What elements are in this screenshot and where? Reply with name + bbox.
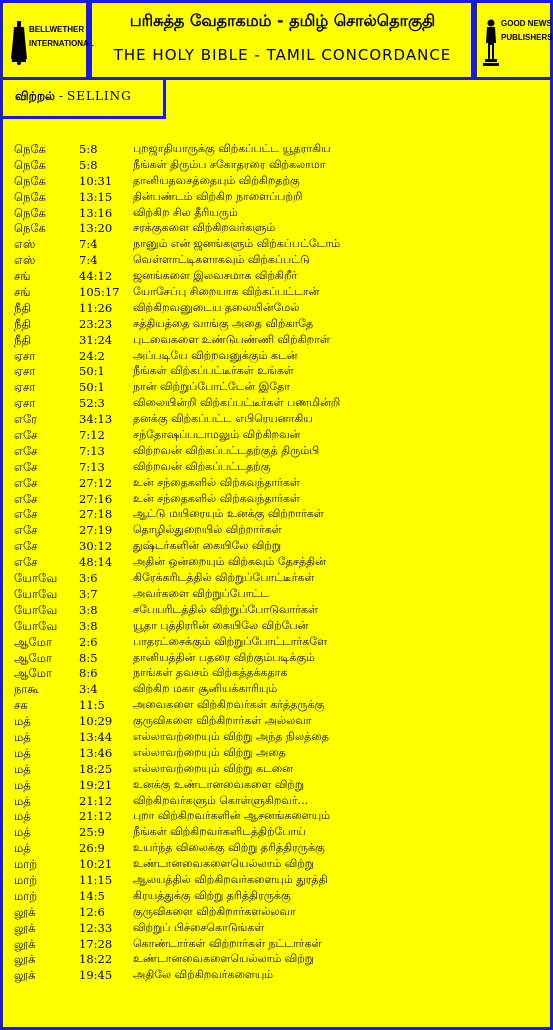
- concordance-entry: [0, 157, 553, 173]
- entry-book: யோவே: [14, 586, 58, 601]
- concordance-entry: [0, 220, 553, 236]
- entry-reference: 13:20: [79, 221, 113, 236]
- entry-book: ஆமோ: [14, 650, 52, 665]
- entry-book: மத்: [14, 793, 31, 808]
- publisher-logo-left: [0, 0, 94, 80]
- entry-book: எசே: [14, 459, 38, 474]
- entry-text: நாங்கள் தவசம் விற்கத்தக்கதாக: [133, 666, 288, 680]
- entry-book: நெகே: [14, 157, 46, 172]
- topic-box: [0, 77, 166, 119]
- concordance-entry: [0, 936, 553, 952]
- entry-text: புறஜாதியாருக்கு விற்கப்பட்ட யூதராகிய: [133, 142, 331, 155]
- entry-book: நீதி: [14, 300, 31, 315]
- entry-text: யோசேப்பு சிறையாக விற்கப்பட்டான்: [133, 285, 320, 299]
- entry-book: மத்: [14, 714, 31, 729]
- concordance-entry: [0, 538, 553, 554]
- entry-book: எஸ்: [14, 253, 36, 268]
- topic-english: SELLING: [67, 89, 132, 103]
- entry-text: அவர்களை விற்றுப்போட்ட: [133, 586, 270, 600]
- entry-reference: 50:1: [79, 380, 105, 395]
- entry-book: ஆமோ: [14, 666, 52, 681]
- entry-reference: 21:12: [79, 793, 113, 808]
- entry-book: நீதி: [14, 316, 31, 331]
- concordance-entry: [0, 316, 553, 332]
- concordance-entry: [0, 888, 553, 904]
- topic-separator: -: [58, 89, 64, 103]
- entry-text: விற்கிற சில தீரியரும்: [133, 205, 238, 219]
- entry-reference: 50:1: [79, 364, 105, 379]
- entry-text: வெள்ளாட்டிகளாகவும் விற்கப்பட்டு: [133, 253, 310, 267]
- entry-book: நெகே: [14, 205, 46, 220]
- concordance-entry: [0, 650, 553, 666]
- entry-reference: 3:8: [79, 602, 98, 617]
- entry-text: துஷ்டர்களின் கையிலே விற்று: [133, 539, 282, 553]
- entry-book: யோவே: [14, 618, 58, 633]
- topic-heading: [15, 89, 132, 105]
- entry-reference: 11:26: [79, 300, 113, 315]
- entry-text: விலையின்றி விற்கப்பட்டீர்கள் பணமின்றி: [133, 396, 341, 410]
- entry-book: சங்: [14, 285, 31, 300]
- entry-reference: 52:3: [79, 396, 105, 411]
- entry-book: நீதி: [14, 332, 31, 347]
- entry-reference: 27:12: [79, 475, 113, 490]
- concordance-entry: [0, 602, 553, 618]
- entry-reference: 24:2: [79, 348, 105, 363]
- entry-text: கொண்டார்கள் விற்றார்கள் நட்டார்கள்: [133, 936, 322, 950]
- entry-reference: 34:13: [79, 412, 113, 427]
- entry-text: விற்றவன் விற்கப்பட்டதற்கு: [133, 459, 271, 473]
- entry-text: சத்தியத்தை வாங்கு அதை விற்காதே: [133, 316, 314, 330]
- entry-book: லூக்: [14, 904, 36, 919]
- entry-text: உண்டானவைகளையெல்லாம் விற்று: [133, 857, 315, 871]
- entry-reference: 21:12: [79, 809, 113, 824]
- entry-reference: 3:7: [79, 586, 98, 601]
- concordance-entry: [0, 634, 553, 650]
- entry-book: யோவே: [14, 571, 58, 586]
- publisher-logo-right: [474, 0, 553, 80]
- entry-book: மாற்: [14, 872, 38, 887]
- entry-book: நாகூ: [14, 682, 39, 697]
- concordance-entry: [0, 284, 553, 300]
- concordance-entry: [0, 777, 553, 793]
- entry-text: யூதா புத்திரரின் கையிலே விற்பேன்: [133, 618, 309, 632]
- concordance-entry: [0, 554, 553, 570]
- topic-tamil: விற்றல்: [15, 89, 55, 103]
- entry-reference: 2:6: [79, 634, 98, 649]
- concordance-entry: [0, 808, 553, 824]
- entry-text: அதிலே விற்கிறவர்களையும்: [133, 968, 274, 982]
- entry-text: ஆட்டு மயிரையும் உனக்கு விற்றார்கள்: [133, 507, 324, 521]
- entry-book: ஏசா: [14, 348, 36, 363]
- entry-text: நீங்கள் விற்கப்பட்டீர்கள் உங்கள்: [133, 364, 294, 378]
- entry-text: சரக்குகளை விற்கிறவர்களும்: [133, 221, 276, 235]
- entry-book: ஏசா: [14, 396, 36, 411]
- entry-reference: 27:19: [79, 523, 113, 538]
- concordance-entry: [0, 332, 553, 348]
- entry-book: நெகே: [14, 173, 46, 188]
- entry-reference: 10:31: [79, 173, 113, 188]
- entry-book: மாற்: [14, 888, 38, 903]
- entry-book: லூக்: [14, 920, 36, 935]
- title-box: [89, 0, 474, 80]
- entry-reference: 8:5: [79, 650, 98, 665]
- entry-reference: 3:6: [79, 571, 98, 586]
- concordance-entry: [0, 840, 553, 856]
- entry-reference: 7:13: [79, 459, 105, 474]
- concordance-entry: [0, 395, 553, 411]
- entry-book: எசே: [14, 523, 38, 538]
- entry-book: மத்: [14, 825, 31, 840]
- concordance-entry: [0, 506, 553, 522]
- entry-book: லூக்: [14, 952, 36, 967]
- entry-text: தொழில்துறையில் விற்றார்கள்: [133, 523, 282, 537]
- entry-reference: 27:18: [79, 507, 113, 522]
- entry-book: எசே: [14, 555, 38, 570]
- entry-reference: 19:45: [79, 968, 113, 983]
- concordance-entry: [0, 475, 553, 491]
- entry-book: எசே: [14, 539, 38, 554]
- entry-reference: 8:6: [79, 666, 98, 681]
- entry-text: தானியதவசத்தையும் விற்கிறதற்கு: [133, 173, 300, 187]
- concordance-entry: [0, 856, 553, 872]
- concordance-entry: [0, 379, 553, 395]
- entry-text: உண்டானவைகளையெல்லாம் விற்று: [133, 952, 315, 966]
- entry-reference: 11:15: [79, 872, 113, 887]
- concordance-entry: [0, 920, 553, 936]
- concordance-entry: [0, 141, 553, 157]
- entry-book: மத்: [14, 745, 31, 760]
- concordance-entry: [0, 618, 553, 634]
- entry-book: லூக்: [14, 968, 36, 983]
- entry-book: ஆமோ: [14, 634, 52, 649]
- entry-reference: 10:21: [79, 857, 113, 872]
- entry-reference: 3:4: [79, 682, 98, 697]
- concordance-entry: [0, 872, 553, 888]
- concordance-entry: [0, 967, 553, 983]
- entry-text: எல்லாவற்றையும் விற்று அதை: [133, 745, 286, 759]
- entry-reference: 5:8: [79, 142, 98, 156]
- concordance-entry: [0, 300, 553, 316]
- entry-reference: 18:22: [79, 952, 113, 967]
- entry-text: புடவைகளை உண்டுபண்ணி விற்கிறாள்: [133, 332, 330, 346]
- entry-reference: 25:9: [79, 825, 105, 840]
- entry-book: ஏசா: [14, 364, 36, 379]
- entry-text: கிரேக்கரிடத்தில் விற்றுப்போட்டீர்கள்: [133, 571, 315, 585]
- entry-reference: 17:28: [79, 936, 113, 951]
- figure-logo-icon: [483, 19, 499, 67]
- entry-text: நீங்கள் விற்கிறவர்களிடத்திற்போய்: [133, 825, 306, 839]
- concordance-entry: [0, 681, 553, 697]
- entry-text: ஜனங்களை இலவசமாக விற்கிறீர்: [133, 269, 298, 283]
- concordance-entry: [0, 665, 553, 681]
- entry-book: எசே: [14, 475, 38, 490]
- entry-text: தின்பண்டம் விற்கிற நாளைப்பற்றி: [133, 189, 303, 203]
- entry-text: நானும் என் ஜனங்களும் விற்கப்பட்டோம்: [133, 237, 341, 251]
- entry-text: உனக்கு உண்டானவைகளை விற்று: [133, 777, 305, 791]
- concordance-entry: [0, 824, 553, 840]
- entry-text: எல்லாவற்றையும் விற்று கடனை: [133, 761, 293, 775]
- logo-left-line-2: INTERNATIONAL: [29, 39, 94, 48]
- entry-book: மத்: [14, 841, 31, 856]
- concordance-list: [0, 141, 553, 983]
- entry-book: மத்: [14, 777, 31, 792]
- entry-reference: 7:4: [79, 237, 98, 252]
- entry-book: மாற்: [14, 857, 38, 872]
- entry-book: நெகே: [14, 189, 46, 204]
- entry-book: மத்: [14, 761, 31, 776]
- concordance-entry: [0, 761, 553, 777]
- entry-book: ஏசா: [14, 380, 36, 395]
- entry-reference: 31:24: [79, 332, 113, 347]
- entry-text: சபேயரிடத்தில் விற்றுப்போடுவார்கள்: [133, 602, 318, 616]
- entry-reference: 12:33: [79, 920, 113, 935]
- entry-reference: 11:5: [79, 698, 105, 713]
- entry-text: எல்லாவற்றையும் விற்று அந்த நிலத்தை: [133, 729, 329, 743]
- entry-text: கிரயத்துக்கு விற்று தரித்திரருக்கு: [133, 888, 291, 902]
- entry-text: விற்கிறவனுடைய தலையின்மேல்: [133, 300, 300, 314]
- entry-text: நீங்கள் திரும்ப சகோதரரை விற்கலாமா: [133, 157, 326, 171]
- entry-book: எஸ்: [14, 237, 36, 252]
- concordance-entry: [0, 236, 553, 252]
- concordance-entry: [0, 252, 553, 268]
- concordance-entry: [0, 570, 553, 586]
- entry-reference: 19:21: [79, 777, 113, 792]
- title-english: THE HOLY BIBLE - TAMIL CONCORDANCE: [113, 46, 452, 64]
- entry-reference: 48:14: [79, 555, 113, 570]
- concordance-entry: [0, 348, 553, 364]
- concordance-entry: [0, 586, 553, 602]
- entry-book: எசே: [14, 443, 38, 458]
- bell-logo-icon: [11, 21, 27, 65]
- logo-right-line-2: PUBLISHERS: [501, 33, 553, 42]
- entry-text: விற்றுப் பிச்சைகொடுங்கள்: [133, 920, 265, 934]
- entry-text: புறா விற்கிறவர்களின் ஆசனங்களையும்: [133, 809, 331, 823]
- concordance-entry: [0, 713, 553, 729]
- entry-text: குருவிகளை விற்கிறார்களல்லவா: [133, 904, 296, 918]
- concordance-entry: [0, 904, 553, 920]
- entry-reference: 23:23: [79, 316, 113, 331]
- concordance-entry: [0, 189, 553, 205]
- entry-reference: 44:12: [79, 269, 113, 284]
- logo-right-text: [501, 17, 553, 45]
- title-tamil: பரிசுத்த வேதாகமம் - தமிழ் சொல்தொகுதி: [129, 11, 436, 30]
- entry-reference: 18:25: [79, 761, 113, 776]
- entry-book: சங்: [14, 269, 31, 284]
- entry-text: நான் விற்றுப்போட்டேன் இதோ: [133, 380, 290, 394]
- entry-reference: 13:46: [79, 745, 113, 760]
- entry-reference: 7:13: [79, 443, 105, 458]
- concordance-entry: [0, 491, 553, 507]
- concordance-entry: [0, 443, 553, 459]
- entry-text: அதின் ஒன்றையும் விற்கவும் தேசத்தின்: [133, 555, 326, 569]
- entry-text: விற்கிற மகா சூனியக்காரியும்: [133, 682, 278, 696]
- entry-text: விற்றவன் விற்கப்பட்டதற்குத் திரும்பி: [133, 443, 320, 457]
- entry-reference: 13:16: [79, 205, 113, 220]
- entry-reference: 13:15: [79, 189, 113, 204]
- entry-text: குருவிகளை விற்கிறார்கள் அல்லவா: [133, 714, 312, 728]
- entry-book: யோவே: [14, 602, 58, 617]
- concordance-entry: [0, 522, 553, 538]
- entry-reference: 3:8: [79, 618, 98, 633]
- entry-text: உன் சந்தைகளில் விற்கவந்தார்கள்: [133, 475, 300, 489]
- entry-book: எசே: [14, 491, 38, 506]
- logo-left-line-1: BELLWETHER: [29, 25, 85, 34]
- entry-reference: 105:17: [79, 285, 120, 300]
- entry-text: சந்தோஷப்படாமலும் விற்கிறவன்: [133, 428, 301, 442]
- header: [0, 0, 553, 80]
- logo-left-text: [29, 23, 94, 51]
- entry-book: மத்: [14, 729, 31, 744]
- entry-book: மத்: [14, 809, 31, 824]
- entry-book: நெகே: [14, 221, 46, 236]
- concordance-entry: [0, 205, 553, 221]
- entry-reference: 26:9: [79, 841, 105, 856]
- entry-text: பாதரட்சைக்கும் விற்றுப்போட்டார்களே: [133, 634, 328, 648]
- entry-reference: 10:29: [79, 714, 113, 729]
- entry-reference: 7:12: [79, 428, 105, 443]
- entry-reference: 27:16: [79, 491, 113, 506]
- entry-book: நெகே: [14, 142, 46, 156]
- entry-text: உயர்ந்த விலைக்கு விற்று தரித்திரருக்கு: [133, 841, 325, 855]
- entry-text: உன் சந்தைகளில் விற்கவந்தார்கள்: [133, 491, 300, 505]
- entry-text: தானியத்தின் பதரை விற்கும்படிக்கும்: [133, 650, 315, 664]
- entry-book: எசே: [14, 428, 38, 443]
- concordance-entry: [0, 268, 553, 284]
- concordance-entry: [0, 459, 553, 475]
- entry-book: எசே: [14, 507, 38, 522]
- entry-reference: 14:5: [79, 888, 105, 903]
- entry-reference: 13:44: [79, 729, 113, 744]
- concordance-entry: [0, 951, 553, 967]
- entry-reference: 12:6: [79, 904, 105, 919]
- concordance-entry: [0, 363, 553, 379]
- entry-reference: 7:4: [79, 253, 98, 268]
- concordance-entry: [0, 745, 553, 761]
- entry-book: லூக்: [14, 936, 36, 951]
- logo-right-line-1: GOOD NEWS: [501, 19, 552, 28]
- entry-book: சக: [14, 698, 28, 713]
- entry-text: அப்படியே விற்றவனுக்கும் கடன்: [133, 348, 298, 362]
- concordance-entry: [0, 729, 553, 745]
- entry-text: அவைகளை விற்கிறவர்கள் கர்த்தருக்கு: [133, 698, 325, 712]
- entry-reference: 30:12: [79, 539, 113, 554]
- entry-book: எரே: [14, 412, 38, 427]
- entry-text: தனக்கு விற்கப்பட்ட எபிரெயனாகிய: [133, 412, 313, 426]
- concordance-entry: [0, 173, 553, 189]
- concordance-entry: [0, 427, 553, 443]
- concordance-entry: [0, 697, 553, 713]
- entry-text: விற்கிறவர்களும் கொள்ளுகிறவர்...: [133, 793, 309, 807]
- entry-reference: 5:8: [79, 157, 98, 172]
- concordance-entry: [0, 411, 553, 427]
- entry-text: ஆலயத்தில் விற்கிறவர்களையும் துரத்தி: [133, 872, 328, 886]
- concordance-entry: [0, 793, 553, 809]
